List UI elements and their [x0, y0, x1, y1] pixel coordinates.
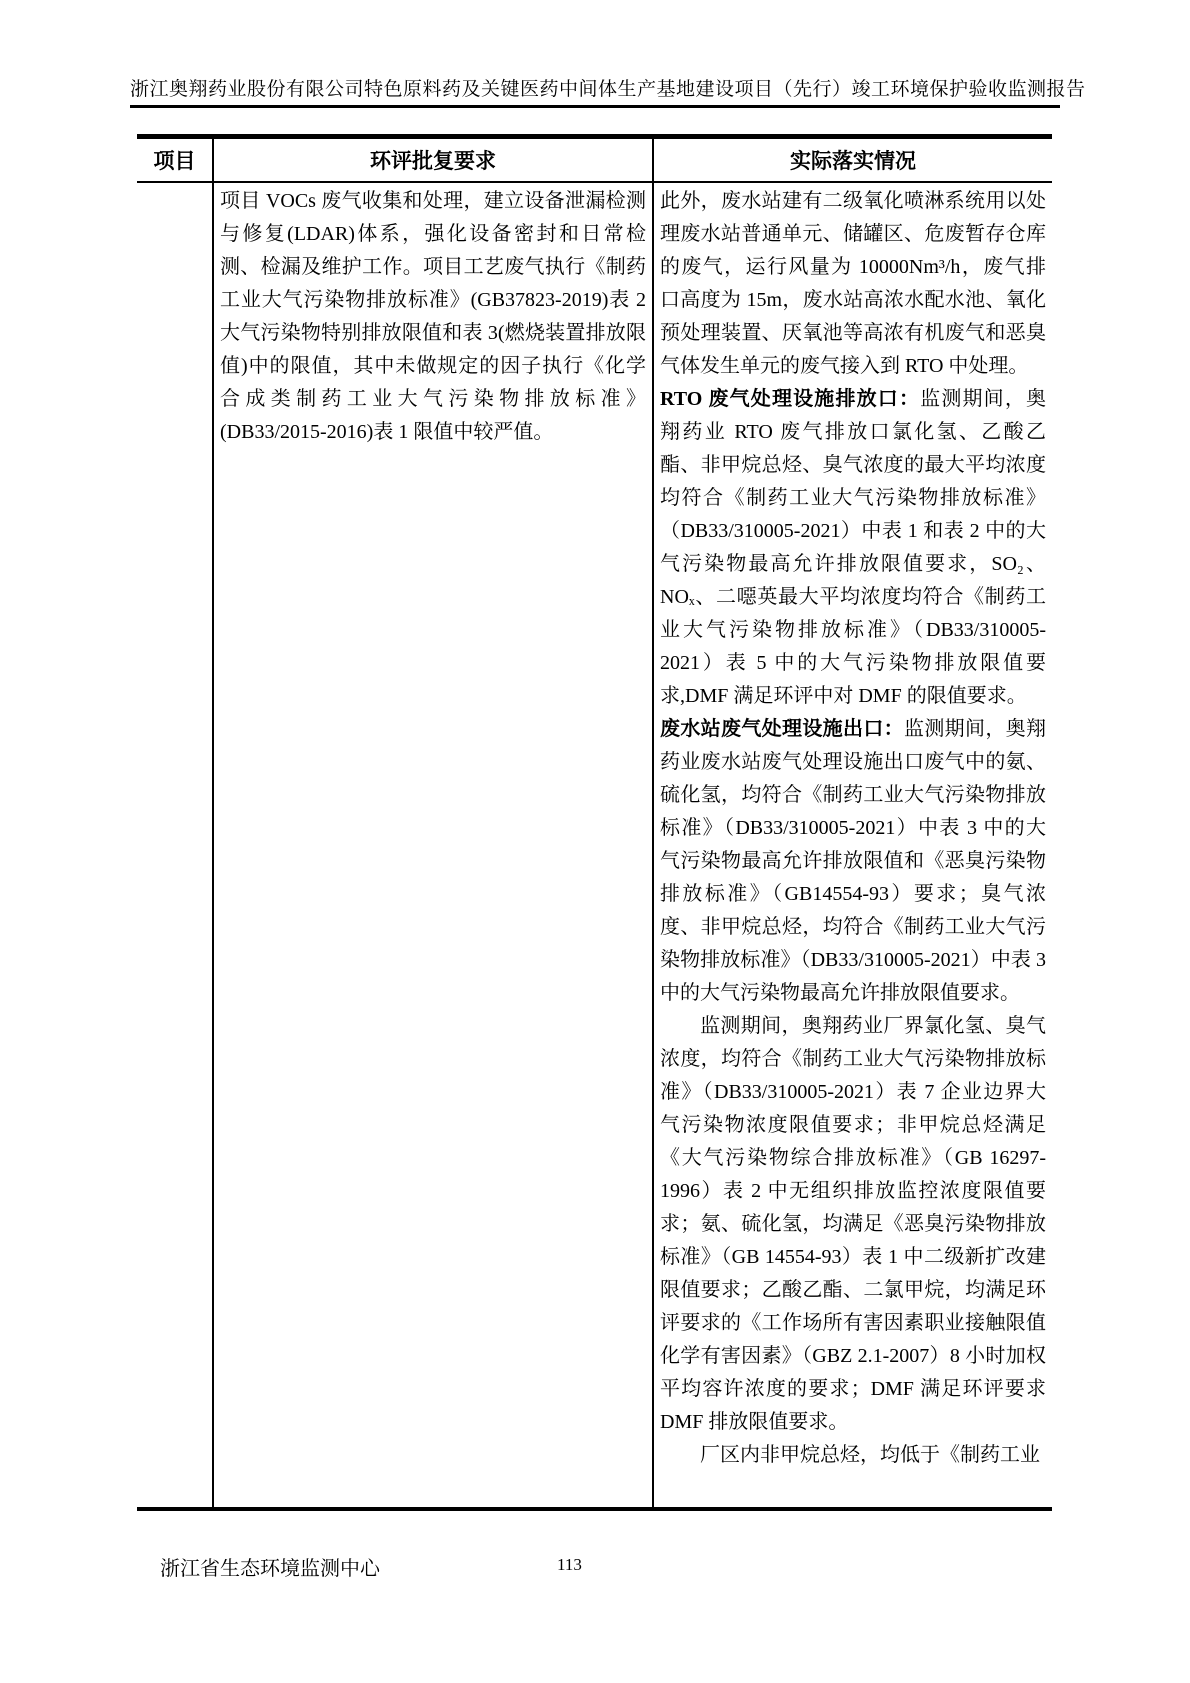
comparison-table [137, 134, 1052, 1511]
running-header-title: 浙江奥翔药业股份有限公司特色原料药及关键医药中间体生产基地建设项目（先行）竣工环境保护验收监测报告 [130, 79, 1086, 100]
paragraph-lead: RTO 废气处理设施排放口： [660, 388, 921, 410]
implementation-paragraph [660, 1439, 1046, 1472]
implementation-paragraph [660, 383, 1046, 713]
paragraph-lead: 废水站废气处理设施出口： [660, 718, 904, 740]
implementation-paragraph [660, 1010, 1046, 1439]
cell-requirement [212, 183, 652, 1507]
column-header-implementation: 实际落实情况 [652, 139, 1052, 183]
paragraph-text: 监测期间，奥翔药业厂界氯化氢、臭气浓度，均符合《制药工业大气污染物排放标准》（DB33/310005-2021）表 7 企业边界大气污染物浓度限值要求；非甲烷总烃满足《大气污染物综合排放标准》（GB 16297-1996）表 2 中无组织排放监控浓度限值要求；氨、硫化氢，均满足《恶臭污染物排放标准》（GB 14554-93）表 1 中二级新扩改建限值要求；乙酸乙酯、二氯甲烷，均满足环评要求的《工作场所有害因素职业接触限值 化学有害因素》（GBZ 2.1-2007）8 小时加权平均容许浓度的要求；DMF 满足环评要求 DMF 排放限值要求。 [660, 1015, 1046, 1433]
header-rule [130, 105, 1060, 108]
paragraph-text: 此外，废水站建有二级氧化喷淋系统用以处理废水站普通单元、储罐区、危废暂存仓库的废气，运行风量为 10000Nm³/h，废气排口高度为 15m，废水站高浓水配水池、氧化预处理装置、厌氧池等高浓有机废气和恶臭气体发生单元的废气接入到 RTO 中处理。 [660, 190, 1046, 377]
paragraph-text: 监测期间，奥翔药业废水站废气处理设施出口废气中的氨、硫化氢，均符合《制药工业大气污染物排放标准》（DB33/310005-2021）中表 3 中的大气污染物最高允许排放限值和《恶臭污染物排放标准》（GB14554-93）要求；臭气浓度、非甲烷总烃，均符合《制药工业大气污染物排放标准》（DB33/310005-2021）中表 3 中的大气污染物最高允许排放限值要求。 [660, 718, 1046, 1004]
paragraph-text: 厂区内非甲烷总烃，均低于《制药工业 [700, 1444, 1040, 1466]
implementation-paragraph [660, 713, 1046, 1010]
cell-item [137, 183, 212, 1507]
column-header-item: 项目 [137, 139, 212, 183]
implementation-paragraph [660, 185, 1046, 383]
requirement-paragraph: 项目 VOCs 废气收集和处理，建立设备泄漏检测与修复(LDAR)体系，强化设备密封和日常检测、检漏及维护工作。项目工艺废气执行《制药工业大气污染物排放标准》(GB37823-2019)表 2 大气污染物特别排放限值和表 3(燃烧装置排放限值)中的限值，其中未做规定的因子执行《化学合成类制药工业大气污染物排放标准》(DB33/2015-2016)表 1 限值中较严值。 [220, 190, 646, 443]
cell-implementation [652, 183, 1052, 1507]
footer-organization: 浙江省生态环境监测中心 [160, 1558, 380, 1580]
column-header-requirement: 环评批复要求 [212, 139, 652, 183]
footer-page-number: 113 [557, 1555, 582, 1574]
paragraph-text: 监测期间，奥翔药业 RTO 废气排放口氯化氢、乙酸乙酯、非甲烷总烃、臭气浓度的最大平均浓度均符合《制药工业大气污染物排放标准》（DB33/310005-2021）中表 1 和表 2 中的大气污染物最高允许排放限值要求，SO₂、NOₓ、二噁英最大平均浓度均符合《制药工业大气污染物排放标准》（DB33/310005-2021）表 5 中的大气污染物排放限值要求,DMF 满足环评中对 DMF 的限值要求。 [660, 388, 1047, 707]
